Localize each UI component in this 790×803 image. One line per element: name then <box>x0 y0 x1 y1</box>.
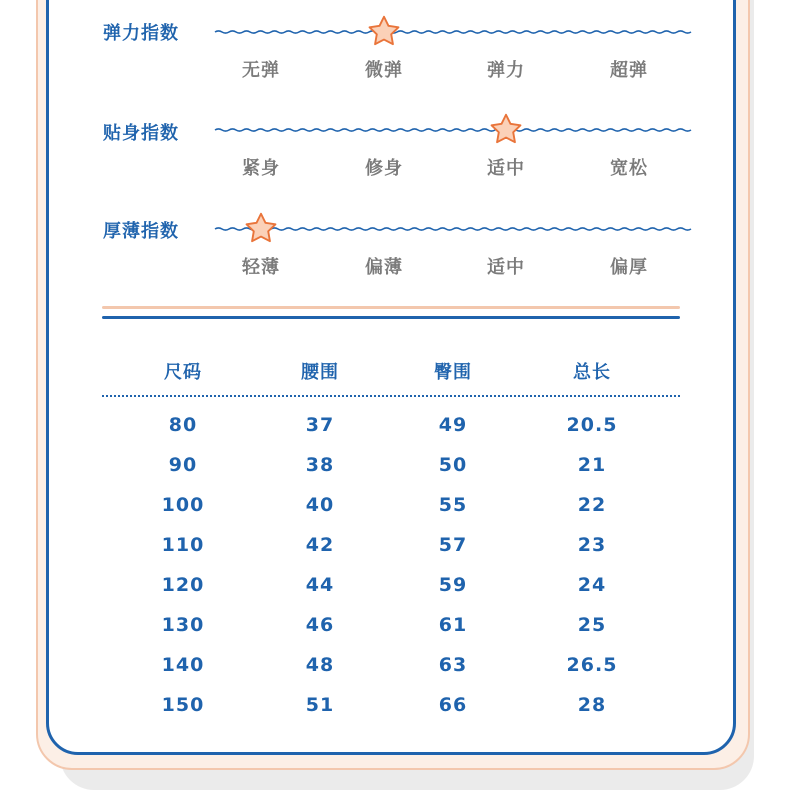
table-header-length: 总长 <box>573 362 611 383</box>
index-option: 偏厚 <box>610 257 648 278</box>
table-cell: 55 <box>438 494 468 516</box>
index-option: 适中 <box>487 158 525 179</box>
table-cell: 130 <box>161 614 205 636</box>
table-cell: 66 <box>438 694 468 716</box>
index-option: 轻薄 <box>242 257 280 278</box>
table-cell: 24 <box>577 574 607 596</box>
table-cell: 44 <box>305 574 335 596</box>
index-option: 微弹 <box>365 60 403 81</box>
table-cell: 90 <box>168 454 198 476</box>
index-option: 无弹 <box>242 60 280 81</box>
table-header-hip: 臀围 <box>434 362 472 383</box>
table-cell: 22 <box>577 494 607 516</box>
table-dotted-divider <box>102 395 680 397</box>
index-option: 弹力 <box>487 60 525 81</box>
table-cell: 140 <box>161 654 205 676</box>
index-option: 超弹 <box>610 60 648 81</box>
index-option: 修身 <box>365 158 403 179</box>
table-cell: 23 <box>577 534 607 556</box>
table-cell: 26.5 <box>566 654 618 676</box>
table-cell: 61 <box>438 614 468 636</box>
table-header-size: 尺码 <box>164 362 202 383</box>
index-title: 厚薄指数 <box>103 221 179 242</box>
table-cell: 59 <box>438 574 468 596</box>
table-cell: 50 <box>438 454 468 476</box>
table-cell: 25 <box>577 614 607 636</box>
table-cell: 49 <box>438 414 468 436</box>
table-cell: 42 <box>305 534 335 556</box>
table-cell: 20.5 <box>566 414 618 436</box>
table-cell: 28 <box>577 694 607 716</box>
table-cell: 110 <box>161 534 205 556</box>
table-cell: 120 <box>161 574 205 596</box>
table-cell: 63 <box>438 654 468 676</box>
table-cell: 51 <box>305 694 335 716</box>
index-title: 贴身指数 <box>103 123 179 144</box>
index-option: 偏薄 <box>365 257 403 278</box>
table-cell: 38 <box>305 454 335 476</box>
table-cell: 46 <box>305 614 335 636</box>
index-option: 紧身 <box>242 158 280 179</box>
table-cell: 57 <box>438 534 468 556</box>
table-cell: 40 <box>305 494 335 516</box>
index-option: 宽松 <box>610 158 648 179</box>
index-option: 适中 <box>487 257 525 278</box>
table-cell: 37 <box>305 414 335 436</box>
table-header-waist: 腰围 <box>301 362 339 383</box>
table-cell: 150 <box>161 694 205 716</box>
index-title: 弹力指数 <box>103 23 179 44</box>
table-cell: 80 <box>168 414 198 436</box>
table-cell: 48 <box>305 654 335 676</box>
table-cell: 21 <box>577 454 607 476</box>
table-cell: 100 <box>161 494 205 516</box>
